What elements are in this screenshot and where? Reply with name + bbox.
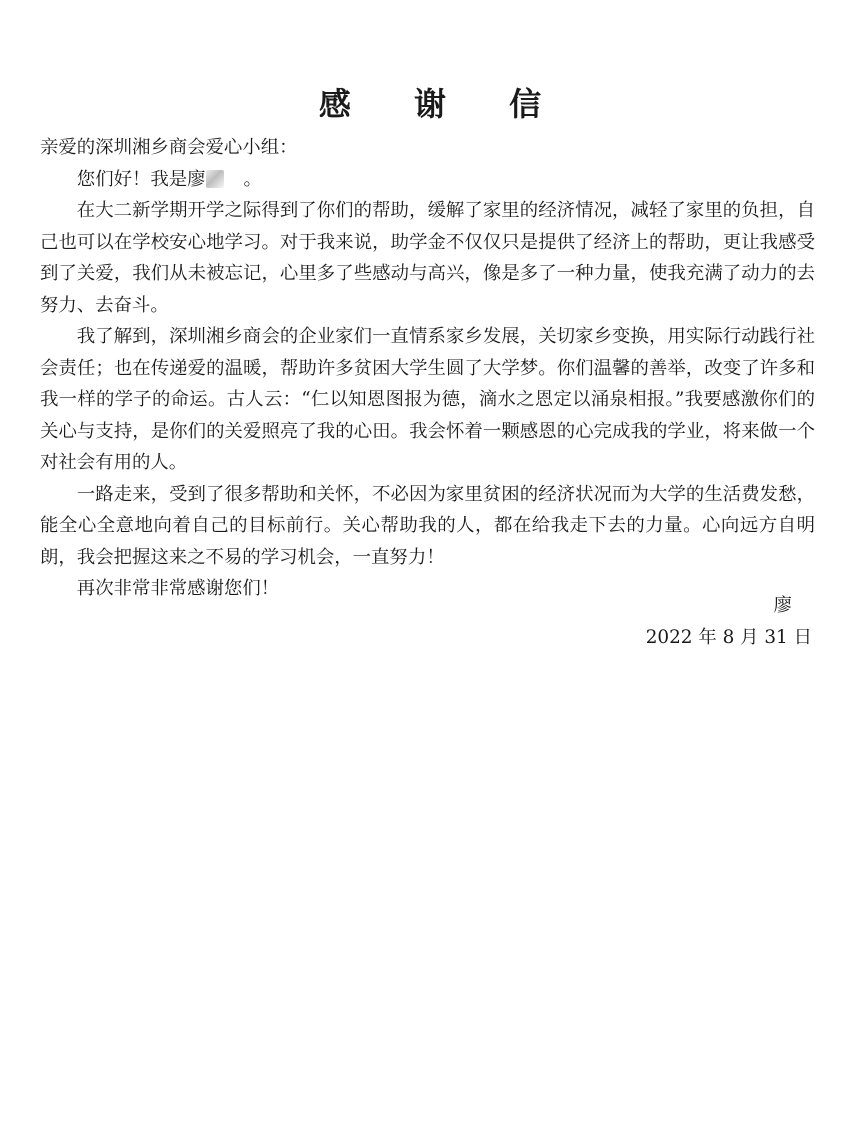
greeting-line	[40, 164, 815, 196]
letter-title: 感 谢 信	[318, 85, 568, 123]
letter-date: 2022 年 8 月 31 日	[645, 626, 812, 648]
greeting-end: 。	[243, 168, 262, 190]
paragraph-4: 再次非常非常感谢您们！	[76, 578, 280, 599]
paragraph-1: 在大二新学期开学之际得到了你们的帮助，缓解了家里的经济情况，减轻了家里的负担，自己也可以在学校安心地学习。对于我来说，助学金不仅仅只是提供了经济上的帮助，更让我感受到了关爱，我们从未被忘记，心里多了些感动与高兴，像是多了一种力量，使我充满了动力的去努力、去奋斗。	[40, 200, 815, 316]
signature-block	[40, 590, 812, 653]
paragraph-2: 我了解到，深圳湘乡商会的企业家们一直情系家乡发展，关切家乡变换，用实际行动践行社会责任；也在传递爱的温暖，帮助许多贫困大学生圆了大学梦。你们温馨的善举，改变了许多和我一样的学子的命运。古人云：“仁以知恩图报为德，滴水之恩定以涌泉相报。”我要感激你们的关心与支持，是你们的关爱照亮了我的心田。我会怀着一颗感恩的心完成我的学业，将来做一个对社会有用的人。	[40, 326, 815, 473]
greeting-text: 您们好！我是廖	[76, 168, 206, 190]
redaction-mark	[206, 170, 224, 188]
signature-name	[40, 590, 812, 622]
letter-body	[40, 132, 815, 605]
signature-text: 廖	[773, 595, 792, 616]
paragraph-3: 一路走来，受到了很多帮助和关怀，不必因为家里贫困的经济状况而为大学的生活费发愁，能全心全意地向着自己的目标前行。关心帮助我的人，都在给我走下去的力量。心向远方自明朗，我会把握这来之不易的学习机会，一直努力！	[40, 483, 815, 568]
salutation: 亲爱的深圳湘乡商会爱心小组：	[40, 137, 298, 158]
